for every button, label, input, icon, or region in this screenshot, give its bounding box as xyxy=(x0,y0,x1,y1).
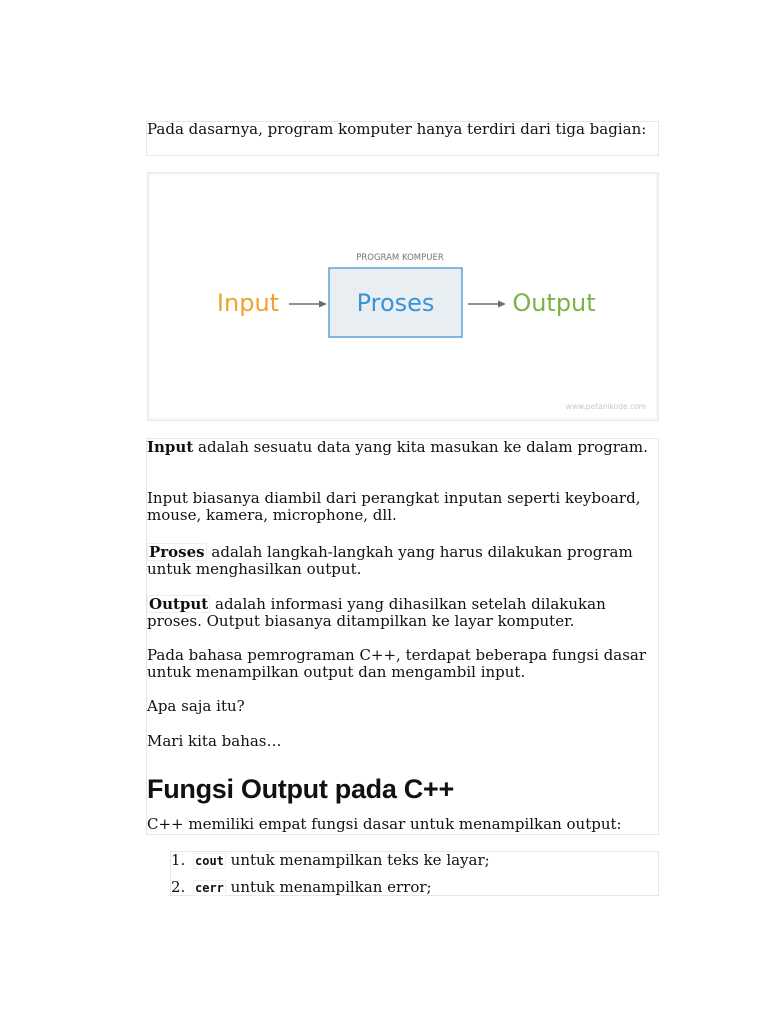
section-heading: Fungsi Output pada C++ xyxy=(147,774,454,804)
term-output: Output xyxy=(149,595,209,613)
list-item-code: cout xyxy=(195,854,224,868)
paragraph-question: Apa saja itu? xyxy=(147,697,245,715)
process-definition-text: adalah langkah-langkah yang harus dilakukan program untuk menghasilkan output. xyxy=(147,543,633,578)
diagram-input-label: Input xyxy=(216,289,280,317)
input-definition-text: adalah sesuatu data yang kita masukan ke dalam program. xyxy=(193,438,648,456)
intro-paragraph: Pada dasarnya, program komputer hanya terdiri dari tiga bagian: xyxy=(147,120,647,138)
diagram-watermark: www.petanikode.com xyxy=(565,402,646,411)
list-item-text: untuk menampilkan error; xyxy=(225,878,432,896)
diagram-process-label: Proses xyxy=(356,289,435,317)
paragraph-process-definition xyxy=(147,543,659,578)
list-item-code: cerr xyxy=(195,881,224,895)
list-item-number: 2. xyxy=(171,878,186,896)
arrow-head-1 xyxy=(319,301,327,308)
paragraph-lets-discuss: Mari kita bahas… xyxy=(147,732,282,750)
diagram-caption: PROGRAM KOMPUER xyxy=(356,253,444,263)
list-item-text: untuk menampilkan teks ke layar; xyxy=(225,851,490,869)
section-intro: C++ memiliki empat fungsi dasar untuk menampilkan output: xyxy=(147,815,622,833)
term-process: Proses xyxy=(149,543,205,561)
list-item xyxy=(171,879,432,897)
list-item xyxy=(171,852,490,870)
paragraph-input-source: Input biasanya diambil dari perangkat inputan seperti keyboard, mouse, kamera, microphone, dll. xyxy=(147,489,641,524)
paragraph-input-definition xyxy=(147,439,659,456)
input-process-output-diagram xyxy=(147,172,659,421)
output-definition-text: adalah informasi yang dihasilkan setelah dilakukan proses. Output biasanya ditampilkan ke layar komputer. xyxy=(147,595,606,630)
term-input: Input xyxy=(147,438,194,456)
paragraph-output-definition xyxy=(147,595,659,630)
paragraph-cpp-functions: Pada bahasa pemrograman C++, terdapat beberapa fungsi dasar untuk menampilkan output dan mengambil input. xyxy=(147,646,647,681)
diagram-svg xyxy=(148,173,660,422)
diagram-output-label: Output xyxy=(512,289,596,317)
list-item-number: 1. xyxy=(171,851,186,869)
output-functions-list xyxy=(170,851,659,896)
arrow-head-2 xyxy=(498,301,506,308)
